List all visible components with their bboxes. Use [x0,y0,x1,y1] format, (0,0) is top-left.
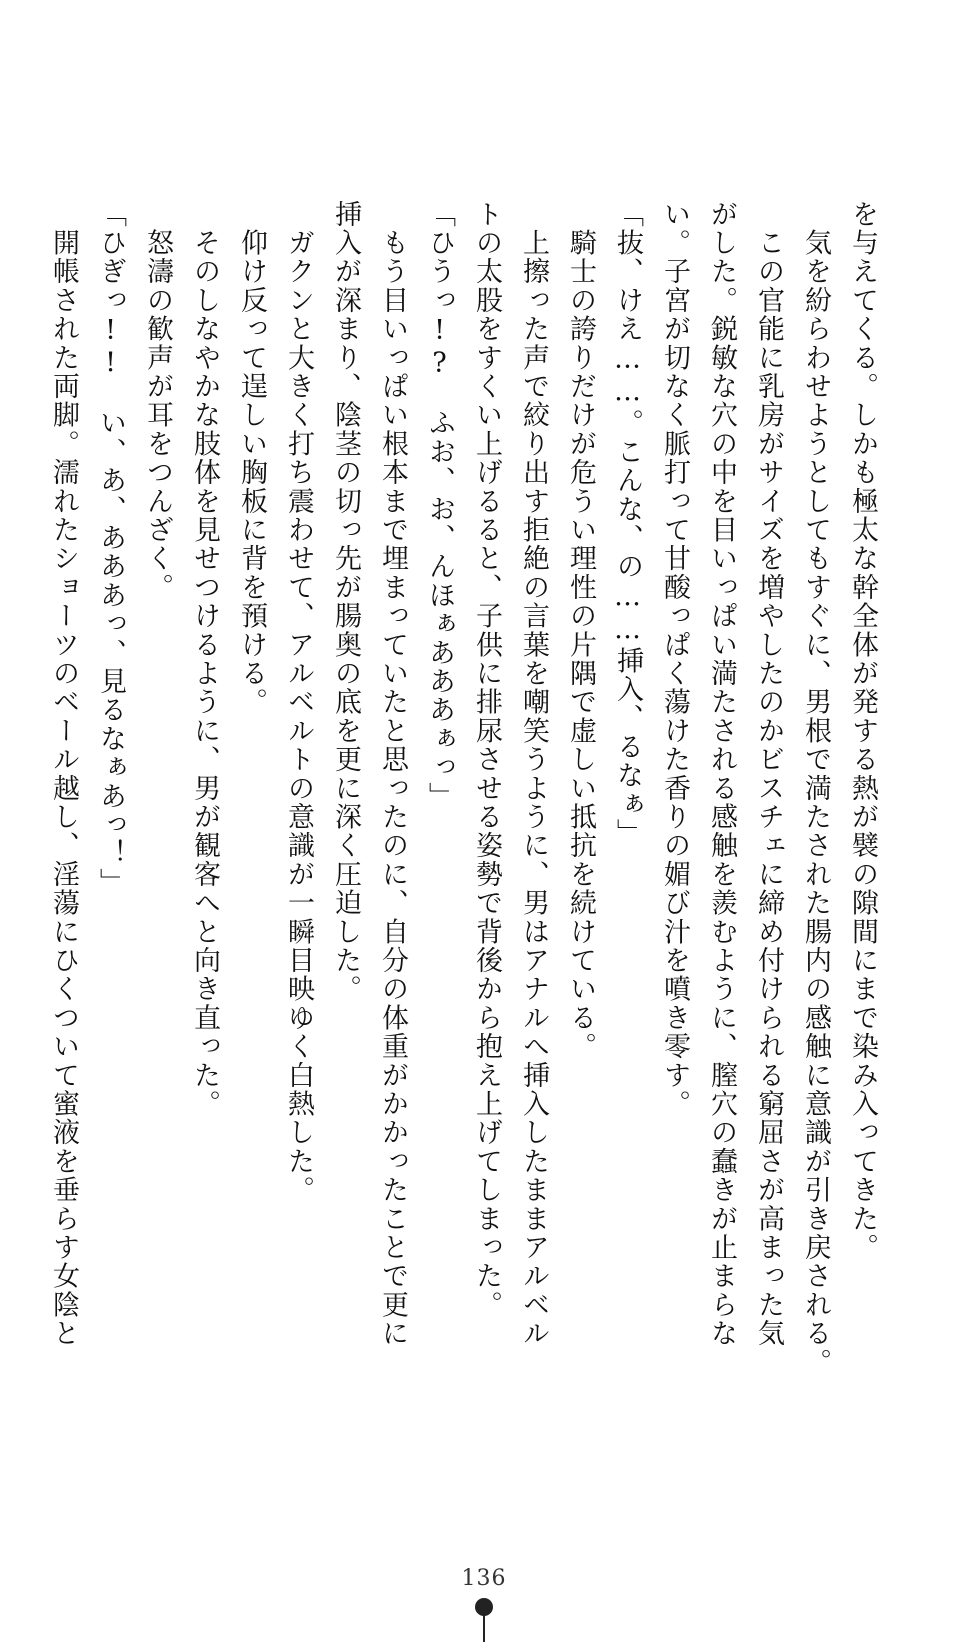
text-line: そのしなやかな肢体を見せつけるように、男が観客へと向き直った。 [189,200,220,1119]
text-line: を与えてくる。しかも極太な幹全体が発する熱が襞の隙間にまで染み入ってきた。 [847,200,878,1262]
text-line: ガクンと大きく打ち震わせて、アルベルトの意識が一瞬目映ゆく白熱した。 [283,200,314,1205]
text-line: い。子宮が切なく脈打って甘酸っぱく蕩けた香りの媚び汁を噴き零す。 [659,200,690,1119]
text-line: この官能に乳房がサイズを増やしたのかビスチェに締め付けられる窮屈さが高まった気 [753,200,784,1348]
text-line: トの太股をすくい上げるると、子供に排尿させる姿勢で背後から抱え上げてしまった。 [471,200,502,1320]
page-number: 136 [461,1566,507,1591]
vertical-text-block [48,200,886,1377]
marker-stem [483,1614,485,1642]
text-line: 「抜、けえ……。こんな、の……挿入、るなぁ」 [612,200,643,848]
text-line: 上擦った声で絞り出す拒絶の言葉を嘲笑うように、男はアナルへ挿入したままアルベル [518,200,549,1348]
text-line: 気を紛らわせようとしてもすぐに、男根で満たされた腸内の感触に意識が引き戻される。 [800,200,831,1377]
text-line: 怒濤の歓声が耳をつんざく。 [142,200,173,602]
text-line: 「ひぎっ!! い、あ、あああっ、見るなぁあっ！」 [95,200,126,897]
page-marker-icon [475,1598,493,1642]
text-line: もう目いっぱい根本まで埋まっていたと思ったのに、自分の体重がかかったことで更に [377,200,408,1348]
text-line: 「ひうっ!? ふお、お、んほぁあああぁっ」 [424,200,455,811]
text-line: がした。鋭敏な穴の中を目いっぱい満たされる感触を羨むように、膣穴の蠢きが止まらな [706,200,737,1348]
text-line: 挿入が深まり、陰茎の切っ先が腸奥の底を更に深く圧迫した。 [330,200,361,1004]
text-line: 開帳された両脚。濡れたショーツのベール越し、淫蕩にひくついて蜜液を垂らす女陰と [48,200,79,1348]
text-line: 騎士の誇りだけが危うい理性の片隅で虚しい抵抗を続けている。 [565,200,596,1061]
text-line: 仰け反って逞しい胸板に背を預ける。 [236,200,267,717]
